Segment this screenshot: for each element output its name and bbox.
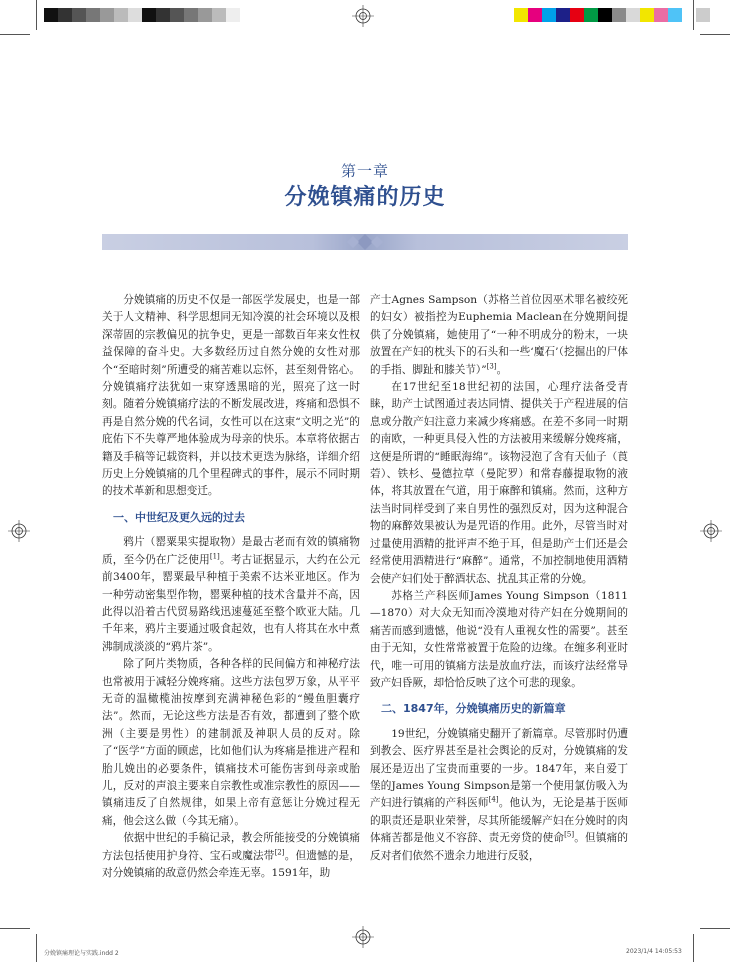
color-swatch xyxy=(156,8,170,22)
paragraph xyxy=(102,534,360,656)
crop-mark xyxy=(0,34,30,35)
paragraph xyxy=(370,726,628,865)
paragraph-text: 。 xyxy=(496,363,508,376)
color-swatch xyxy=(640,8,654,22)
paragraph-text: 19世纪，分娩镇痛史翻开了新篇章。尽管那时仍遭到教会、医疗界甚至是社会舆论的反对，分娩镇痛的发展还是迈出了宝贵而重要的一步。1847年，来自爱丁堡的James Young Simpson是第一个使用氯仿吸入为产妇进行镇痛的产科医师 xyxy=(370,727,628,810)
paragraph-text: 。考古证据显示，大约在公元前3400年，罂粟最早种植于美索不达米亚地区。作为一种劳动密集型作物，罂粟种植的技术含量并不高，因此得以沿着古代贸易路线迅速蔓延至整个欧亚大陆。几千年来，鸦片主要通过吸食起效，也有人将其在水中煮沸制成淡淡的“鸦片茶”。 xyxy=(102,553,360,653)
cmyk-color-bar xyxy=(514,8,710,22)
color-swatch xyxy=(142,8,156,22)
color-swatch xyxy=(212,8,226,22)
paragraph-text: 产士Agnes Sampson（苏格兰首位因巫术罪名被绞死的妇女）被指控为Euphemia Maclean在分娩期间提供了分娩镇痛，她使用了“一种不明成分的粉末，一块放置在产妇的枕头下的石头和一些‘魔石’（挖掘出的尸体的手指、脚趾和膝关节）” xyxy=(370,294,628,376)
crop-mark xyxy=(700,928,730,929)
citation: [1] xyxy=(209,552,220,561)
paragraph-text: 鸦片（罂粟果实提取物）是最古老而有效的镇痛物质，至今仍在广泛使用 xyxy=(102,536,360,566)
color-swatch xyxy=(226,8,240,22)
color-swatch xyxy=(542,8,556,22)
color-swatch xyxy=(514,8,528,22)
chapter-number: 第一章 xyxy=(340,162,389,180)
diamond-ornament-icon xyxy=(347,234,383,250)
color-swatch xyxy=(72,8,86,22)
paragraph xyxy=(370,292,628,379)
color-swatch xyxy=(58,8,72,22)
color-swatch xyxy=(598,8,612,22)
color-swatch xyxy=(528,8,542,22)
color-swatch xyxy=(626,8,640,22)
paragraph: 苏格兰产科医师James Young Simpson（1811—1870）对大众无知而冷漠地对待产妇在分娩期间的痛苦而感到遗憾，他说“没有人重视女性的需要”。甚至由于无知，女性常常被置于危险的边缘。在缠多利亚时代，唯一可用的镇痛方法是放血疗法，而该疗法经常导致产妇昏厥，却恰恰反映了这个可悲的现象。 xyxy=(370,589,628,689)
color-swatch xyxy=(44,8,58,22)
color-swatch xyxy=(100,8,114,22)
crop-mark xyxy=(700,34,730,35)
color-swatch xyxy=(114,8,128,22)
color-swatch xyxy=(128,8,142,22)
color-swatch xyxy=(654,8,668,22)
right-column xyxy=(370,292,628,865)
intro-paragraph: 分娩镇痛的历史不仅是一部医学发展史，也是一部关于人文精神、科学思想同无知冷漠的社会环境以及根深蒂固的宗教偏见的抗争史，更是一部数百年来女性权益保障的奋斗史。大多数经历过自然分娩的女性对那个“至暗时刻”所遭受的痛苦难以忘怀，甚至刻骨铭心。分娩镇痛疗法犹如一束穿透黑暗的光，照亮了这一时刻。随着分娩镇痛疗法的不断发展改进，疼痛和恐惧不再是自然分娩的代名词，女性可以在这束“文明之光”的庇佑下不失尊严地体验成为母亲的快乐。本章将依据古籍及手稿等记载资料，并以技术更迭为脉络，详细介绍历史上分娩镇痛的几个里程碑式的事件，展示不同时期的技术革新和思想变迁。 xyxy=(102,294,360,498)
crop-mark xyxy=(36,934,37,962)
section-heading-1: 一、中世纪及更久远的过去 xyxy=(113,510,245,524)
citation: [3] xyxy=(486,362,497,371)
decorative-band xyxy=(102,234,628,250)
color-swatch xyxy=(696,8,710,22)
section-heading-2: 二、1847年，分娩镇痛历史的新篇章 xyxy=(381,702,566,716)
paragraph-text: 。但镇痛的反对者们依然不遗余力地进行反驳， xyxy=(370,832,629,862)
color-swatch xyxy=(86,8,100,22)
citation: [2] xyxy=(274,848,285,857)
color-swatch xyxy=(612,8,626,22)
registration-mark-top-icon xyxy=(352,5,374,27)
registration-mark-bottom-icon xyxy=(352,926,374,948)
paragraph-text: 依据中世纪的手稿记录，教会所能接受的分娩镇痛方法包括使用护身符、宝石或魔法带 xyxy=(102,832,360,862)
paragraph xyxy=(102,830,360,882)
timestamp-footer: 2023/1/4 14:05:53 xyxy=(626,948,682,955)
paragraph: 除了阿片类物质，各种各样的民间偏方和神秘疗法也常被用于减轻分娩疼痛。这些方法包罗万象，从平平无奇的温橄榄油按摩到充满神秘色彩的“鳗鱼胆囊疗法”。然而，无论这些方法是否有效，都遭到了整个欧洲（主要是男性）的建制派及神职人员的反对。除了“医学”方面的顾虑，比如他们认为疼痛是推进产程和胎儿娩出的必要条件，镇痛技术可能伤害到母亲或胎儿，反对的声浪主要来自宗教性或准宗教性的原因——镇痛违反了自然规律，如果上帝有意惩让分娩过程无痛，他会这么做（今其无痛）。 xyxy=(102,658,360,827)
chapter-title: 分娩镇痛的历史 xyxy=(284,185,446,210)
paragraph-text: 。但遗憾的是，对分娩镇痛的敌意仍然会牵连无辜。1591年，助 xyxy=(102,849,361,879)
citation: [5] xyxy=(564,830,575,839)
registration-mark-right-icon xyxy=(700,520,722,542)
color-swatch xyxy=(184,8,198,22)
color-swatch xyxy=(570,8,584,22)
color-swatch xyxy=(170,8,184,22)
color-swatch xyxy=(584,8,598,22)
crop-mark xyxy=(693,0,694,30)
crop-mark xyxy=(36,0,37,30)
color-swatch xyxy=(668,8,682,22)
grayscale-color-bar xyxy=(44,8,240,22)
left-column xyxy=(102,292,360,882)
color-swatch xyxy=(556,8,570,22)
color-swatch xyxy=(198,8,212,22)
paragraph-text: 。他认为，无论是基于医师的职责还是职业荣誉，尽其所能缓解产妇在分娩时的肉体痛苦都是他义不容辞、责无旁贷的使命 xyxy=(370,797,629,845)
citation: [4] xyxy=(488,795,499,804)
crop-mark xyxy=(0,928,30,929)
registration-mark-left-icon xyxy=(8,520,30,542)
file-name-footer: 分娩镇痛理论与实践.indd 2 xyxy=(44,950,119,957)
crop-mark xyxy=(693,934,694,962)
paragraph: 在17世纪至18世纪初的法国，心理疗法备受青睐，助产士试图通过表达同情、提供关于产程进展的信息或分散产妇注意力来减少疼痛感。在差不多同一时期的南欧，一种更具侵入性的方法被用来缓解分娩疼痛，这便是所谓的“睡眠海绵”。该物浸泡了含有天仙子（莨菪）、铁杉、曼德拉草（曼陀罗）和常春藤提取物的液体，将其放置在气道，用于麻醉和镇痛。然而，这种方法当时同样受到了来自男性的强烈反对，因为这种混合物的麻醉效果被认为是咒语的作用。此外，尽管当时对过量使用酒精的批评声不绝于耳，但是助产士们还是会经常使用酒精进行“麻醉”。通常，不加控制地使用酒精会使产妇们处于醉酒状态、扰乱其正常的分娩。 xyxy=(370,381,628,585)
